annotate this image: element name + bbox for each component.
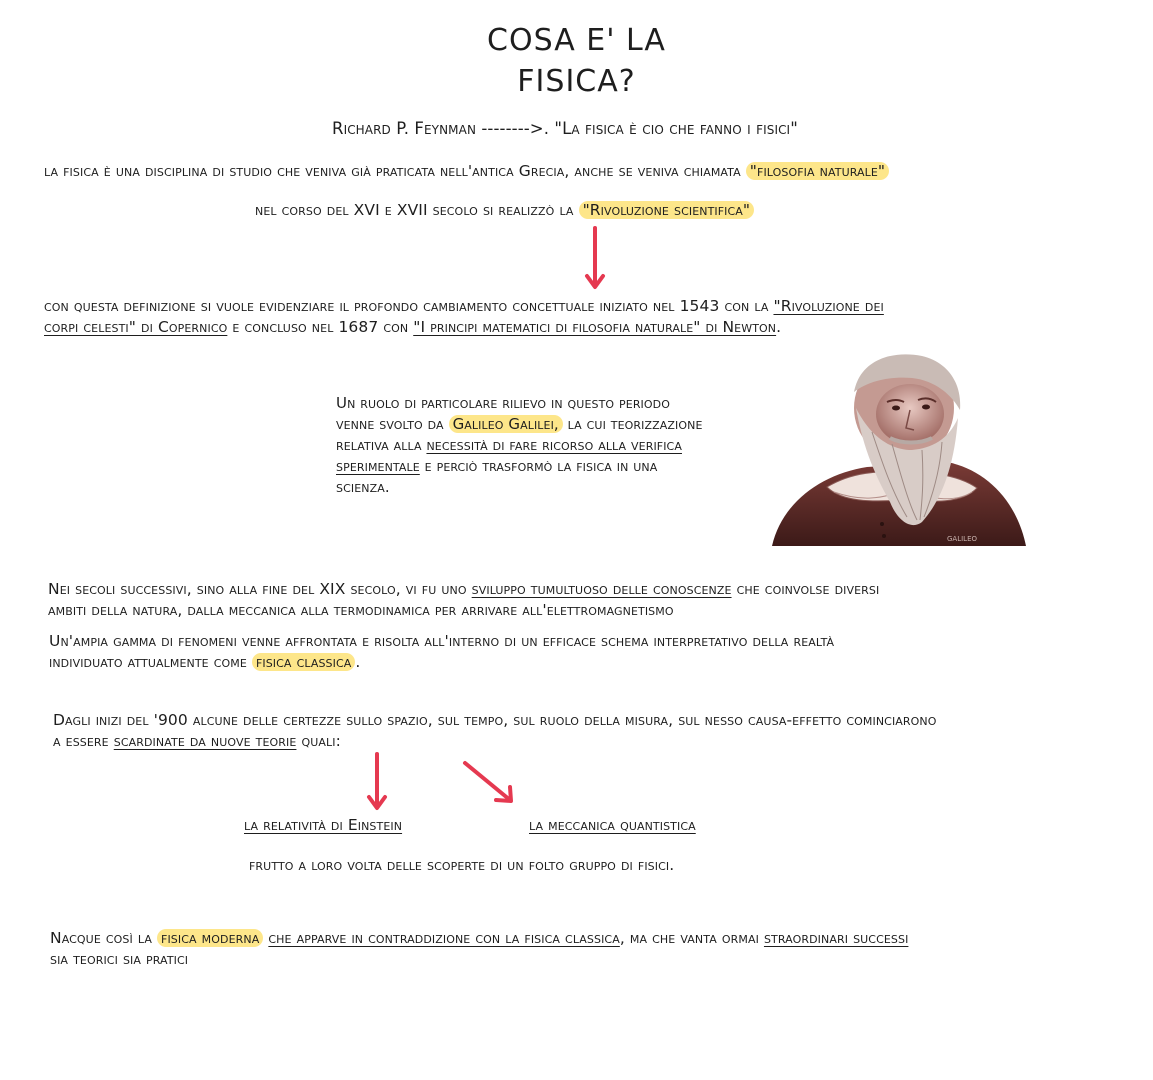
paragraph-ancient-greece: [44, 161, 889, 182]
galileo-line-2: [336, 414, 703, 435]
line-900-1: Dagli inizi del '900 alcune delle certezze sullo spazio, sul tempo, sul ruolo della misura, sul nesso causa-effetto cominciarono: [53, 711, 937, 729]
text: individuato attualmente come: [49, 653, 252, 671]
underlined-text: sviluppo tumultuoso delle conoscenze: [471, 580, 732, 598]
xix-line-1: [48, 579, 879, 600]
modern-line-2: sia teorici sia pratici: [50, 950, 189, 968]
underlined-text: che apparve in contraddizione con la fisica classica: [268, 929, 620, 947]
galileo-portrait: [772, 352, 1026, 546]
text: con questa definizione si vuole evidenziare il profondo cambiamento concettuale iniziato nel 1543 con la: [44, 297, 774, 315]
galileo-line-4: [336, 456, 703, 477]
page-title: [0, 20, 1153, 102]
underlined-text: scardinate da nuove teorie: [113, 732, 297, 750]
arrow-down-icon: [585, 226, 607, 292]
text: , ma che vanta ormai: [619, 929, 764, 947]
theory-quantum-mechanics: la meccanica quantistica: [529, 816, 696, 834]
classical-line-1: Un'ampia gamma di fenomeni venne affrontata e risolta all'interno di un efficace schema interpretativo della realtà: [49, 632, 835, 650]
underlined-text: "Rivoluzione dei: [773, 297, 884, 315]
text: nel corso del XVI e XVII secolo si realizzò la: [255, 201, 579, 219]
text: .: [776, 318, 782, 336]
paragraph-xix-century: [48, 579, 879, 621]
arrow-down-relativity-icon: [367, 752, 389, 812]
xix-line-2: ambiti della natura, dalla meccanica alla termodinamica per arrivare all'elettromagnetismo: [48, 601, 674, 619]
highlight-rivoluzione-scientifica: "Rivoluzione scientifica": [579, 201, 755, 219]
highlight-fisica-moderna: fisica moderna: [157, 929, 263, 947]
galileo-line-1: Un ruolo di particolare rilievo in questo periodo: [336, 394, 670, 412]
classical-line-2: [49, 652, 834, 673]
arrow-diagonal-quantum-icon: [462, 760, 518, 806]
underlined-text: straordinari successi: [763, 929, 909, 947]
text: che coinvolse diversi: [731, 580, 880, 598]
underlined-text: "I principi matematici di filosofia naturale" di Newton: [413, 318, 777, 336]
paragraph-galileo: [336, 393, 703, 498]
galileo-line-5: scienza.: [336, 478, 390, 496]
paragraph-scientific-revolution: [255, 200, 754, 221]
theory-relativity: la relatività di Einstein: [244, 816, 403, 834]
text: Nacque così la: [50, 929, 158, 947]
paragraph-physicists: frutto a loro volta delle scoperte di un folto gruppo di fisici.: [249, 856, 675, 874]
feynman-quote: Richard P. Feynman -------->. "La fisica è cio che fanno i fisici": [332, 119, 798, 138]
paragraph-modern-physics: [50, 928, 908, 970]
text: Nei secoli successivi, sino alla fine del XIX secolo, vi fu uno: [48, 580, 472, 598]
definition-line-2: [44, 317, 884, 338]
text: venne svolto da: [336, 415, 449, 433]
text: relativa alla: [336, 436, 427, 454]
paragraph-900: [53, 710, 937, 752]
highlight-filosofia-naturale: "filosofia naturale": [746, 162, 889, 180]
text: la fisica è una disciplina di studio che veniva già praticata nell'antica Grecia, anche se veniva chiamata: [44, 162, 746, 180]
text: .: [355, 653, 361, 671]
highlight-fisica-classica: fisica classica: [252, 653, 355, 671]
text: e concluso nel 1687 con: [227, 318, 414, 336]
underlined-text: corpi celesti" di Copernico: [44, 318, 228, 336]
underlined-text: sperimentale: [336, 457, 420, 475]
title-line-1: COSA E' LA: [487, 23, 666, 58]
highlight-galileo: Galileo Galilei,: [449, 415, 563, 433]
line-900-2: [53, 731, 937, 752]
portrait-caption: GALILEO: [947, 535, 978, 543]
definition-line-1: [44, 296, 884, 317]
text: e perciò trasformò la fisica in una: [419, 457, 658, 475]
galileo-line-3: [336, 435, 703, 456]
text: a essere: [53, 732, 114, 750]
underlined-text: necessità di fare ricorso alla verifica: [426, 436, 682, 454]
paragraph-definition: [44, 296, 884, 338]
text: quali:: [296, 732, 341, 750]
modern-line-1: [50, 928, 908, 949]
title-line-2: FISICA?: [517, 64, 636, 99]
paragraph-classical-physics: [49, 631, 834, 673]
text: la cui teorizzazione: [562, 415, 703, 433]
